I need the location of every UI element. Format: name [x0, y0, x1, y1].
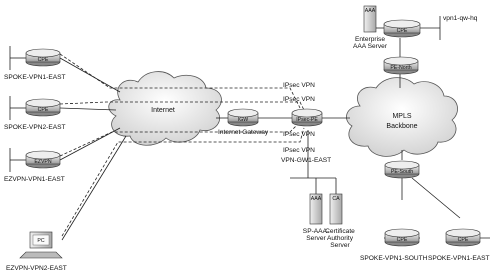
spoke-vpn2-east-label: SPOKE-VPN2-EAST — [4, 124, 66, 131]
svg-text:CPE: CPE — [396, 237, 408, 243]
pc-workstation — [20, 232, 62, 258]
enterprise-aaa-label-line1: Enterprise — [354, 36, 386, 43]
svg-text:CPE: CPE — [396, 28, 408, 34]
vpn-gw1-east-label: VPN-GW1-EAST — [281, 157, 332, 164]
cpe-router-spoke-vpn2-east — [26, 99, 60, 116]
svg-text:IGW: IGW — [237, 117, 249, 123]
ipsec-pe-router — [292, 109, 322, 126]
svg-text:PE-North: PE-North — [390, 65, 412, 71]
internet-cloud — [109, 72, 222, 146]
enterprise-aaa-label-line2: AAA Server — [352, 43, 388, 50]
svg-text:EZVPN: EZVPN — [34, 159, 52, 165]
cpe-router-spoke-vpn1-south — [385, 229, 419, 246]
mpls-backbone-cloud — [346, 78, 457, 157]
spoke-vpn1-east-bottom-label: SPOKE-VPN1-EAST — [428, 255, 490, 262]
tunnel-label-1: IPsec VPN — [283, 82, 315, 89]
spoke-vpn1-south-label: SPOKE-VPN1-SOUTH — [360, 255, 428, 262]
svg-text:PC: PC — [37, 238, 45, 244]
internet-gateway-label: Internet Gateway — [218, 129, 269, 136]
ezvpn-router — [26, 151, 60, 168]
svg-text:AAA: AAA — [310, 196, 322, 202]
internet-gateway-router — [228, 109, 258, 126]
tunnel-label-3: IPsec VPN — [283, 131, 315, 138]
pe-north-router — [384, 57, 418, 74]
ca-label-line3: Server — [330, 242, 350, 249]
internet-label: Internet — [151, 107, 175, 114]
mpls-label: MPLS — [392, 113, 412, 120]
spoke-vpn1-east-label: SPOKE-VPN1-EAST — [4, 74, 66, 81]
ca-server — [330, 194, 342, 224]
tunnel-label-4: IPsec VPN — [283, 147, 315, 154]
ca-label-line1: Certificate — [325, 228, 355, 235]
svg-text:IPsec-PE: IPsec-PE — [296, 117, 318, 123]
svg-text:CPE: CPE — [37, 57, 49, 63]
pe-south-router — [385, 161, 419, 178]
enterprise-aaa-server — [364, 6, 376, 32]
cpe-router-hq — [384, 20, 420, 37]
svg-text:CPE: CPE — [37, 107, 49, 113]
svg-text:AAA: AAA — [364, 8, 376, 14]
svg-text:PE-South: PE-South — [390, 169, 414, 175]
ezvpn-vpn2-east-label: EZVPN-VPN2-EAST — [6, 265, 67, 272]
cpe-router-spoke-vpn1-east-south — [446, 229, 480, 246]
sp-aaa-label-line2: Server — [306, 235, 326, 242]
tunnel-label-2: IPsec VPN — [283, 96, 315, 103]
backbone-label: Backbone — [386, 123, 418, 130]
vpn1-qw-hq-label: vpn1-qw-hq — [443, 15, 478, 22]
ezvpn-vpn1-east-label: EZVPN-VPN1-EAST — [4, 176, 65, 183]
ca-label-line2: Authority — [326, 235, 354, 242]
sp-aaa-server — [310, 194, 322, 224]
sp-aaa-label-line1: SP-AAA- — [302, 228, 330, 235]
cpe-router-spoke-vpn1-east — [26, 49, 60, 66]
svg-text:CPE: CPE — [457, 237, 469, 243]
svg-text:CA: CA — [332, 196, 340, 202]
